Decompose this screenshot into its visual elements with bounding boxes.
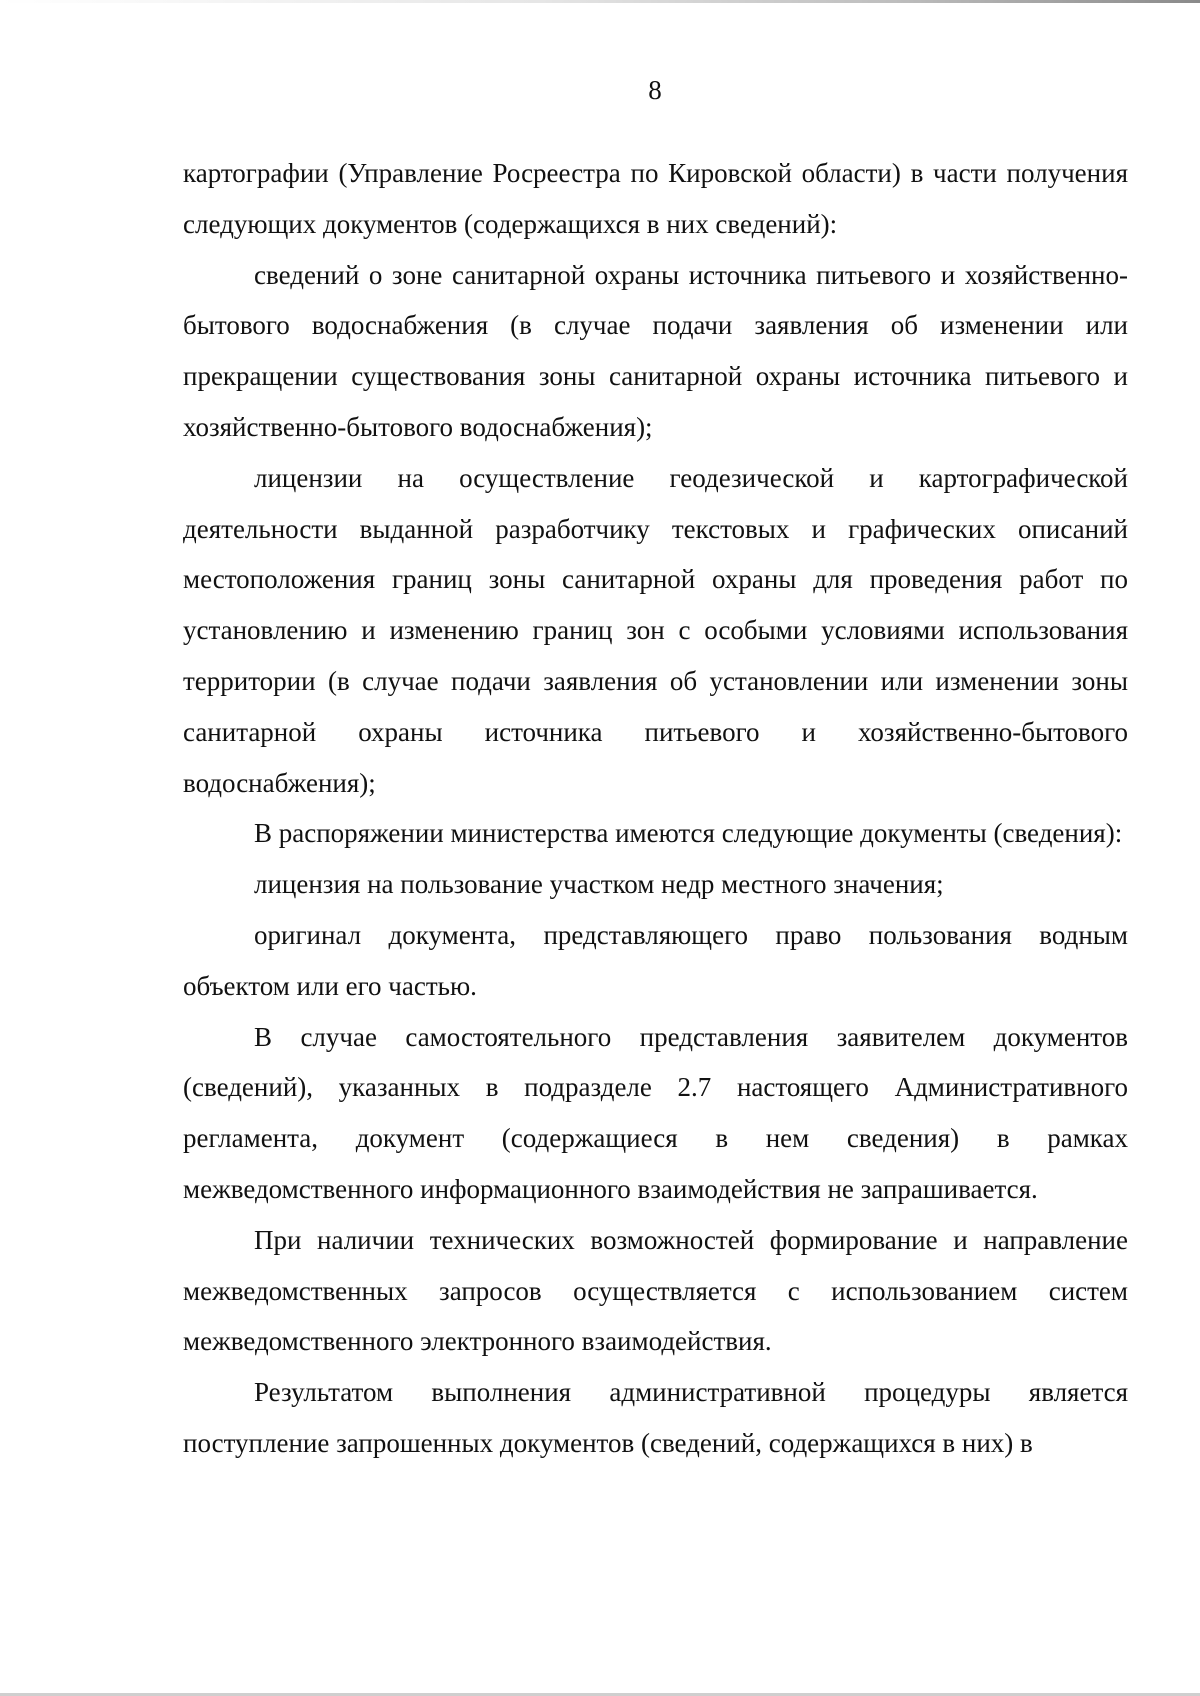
paragraph-1: картографии (Управление Росреестра по Кировской области) в части получения следующих документов (содержащихся в них сведений):: [183, 158, 1128, 239]
paragraph-7: В случае самостоятельного представления заявителем документов (сведений), указанных в подразделе 2.7 настоящего Административного регламента, документ (содержащиеся в нем сведения) в рамках межведомственного информационного взаимодействия не запрашивается.: [183, 1021, 1128, 1204]
document-body: [183, 148, 1128, 1469]
scan-top-edge: [0, 0, 1200, 3]
paragraph-9: Результатом выполнения административной процедуры является поступление запрошенных документов (сведений, содержащихся в них) в: [183, 1377, 1128, 1458]
paragraph-3: лицензии на осуществление геодезической и картографической деятельности выданной разработчику текстовых и графических описаний местоположения границ зоны санитарной охраны для проведения работ по установлению и изменению границ зон с особыми условиями использования территории (в случае подачи заявления об установлении или изменении зоны санитарной охраны источника питьевого и хозяйственно-бытового водоснабжения);: [183, 462, 1128, 798]
paragraph-6: оригинал документа, представляющего право пользования водным объектом или его частью.: [183, 919, 1128, 1001]
page-number: 8: [648, 75, 662, 105]
paragraph-5: лицензия на пользование участком недр местного значения;: [254, 869, 944, 900]
paragraph-4: В распоряжении министерства имеются следующие документы (сведения):: [254, 818, 1123, 849]
paragraph-2: сведений о зоне санитарной охраны источника питьевого и хозяйственно-бытового водоснабжения (в случае подачи заявления об изменении или прекращении существования зоны санитарной охраны источника питьевого и хозяйственно-бытового водоснабжения);: [183, 259, 1128, 442]
paragraph-8: При наличии технических возможностей формирование и направление межведомственных запросов осуществляется с использованием систем межведомственного электронного взаимодействия.: [183, 1224, 1128, 1357]
